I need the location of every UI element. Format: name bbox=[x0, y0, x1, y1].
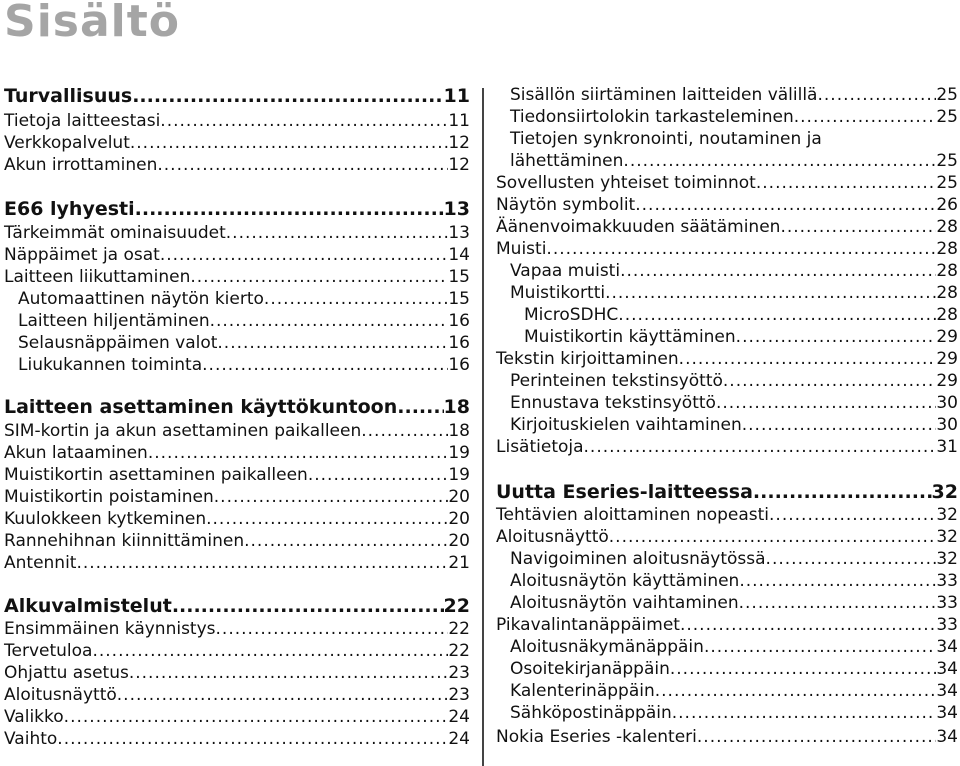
toc-page-number: 12 bbox=[448, 133, 470, 153]
toc-leader-dots bbox=[160, 244, 449, 266]
toc-entry-label: Lisätietoja bbox=[496, 437, 584, 457]
toc-entry-label: Tiedonsiirtolokin tarkasteleminen bbox=[510, 107, 794, 127]
toc-page-number: 26 bbox=[936, 195, 958, 215]
toc-entry-label: Näppäimet ja osat bbox=[4, 245, 160, 265]
toc-leader-dots bbox=[76, 552, 448, 574]
toc-entry-label: Äänenvoimakkuuden säätäminen bbox=[496, 217, 781, 237]
toc-page-number: 31 bbox=[936, 437, 958, 457]
toc-entry[interactable] bbox=[4, 508, 470, 530]
toc-leader-dots bbox=[697, 726, 936, 748]
toc-entry[interactable] bbox=[496, 636, 958, 658]
toc-page-number: 29 bbox=[936, 327, 958, 347]
toc-leader-dots bbox=[623, 150, 936, 172]
toc-entry[interactable] bbox=[496, 680, 958, 702]
toc-entry[interactable] bbox=[496, 260, 958, 282]
toc-leader-dots bbox=[670, 658, 936, 680]
toc-page-number: 18 bbox=[443, 396, 470, 418]
toc-entry-label: Muisti bbox=[496, 239, 547, 259]
toc-entry[interactable] bbox=[4, 662, 470, 684]
toc-entry[interactable] bbox=[4, 354, 470, 376]
toc-leader-dots bbox=[160, 110, 448, 132]
toc-entry[interactable] bbox=[4, 706, 470, 728]
toc-leader-dots bbox=[157, 154, 448, 176]
toc-entry[interactable] bbox=[496, 326, 958, 348]
toc-entry[interactable] bbox=[4, 310, 470, 332]
toc-entry[interactable] bbox=[4, 154, 470, 176]
toc-page-number: 25 bbox=[936, 151, 958, 171]
toc-leader-dots bbox=[609, 526, 937, 548]
toc-page-number: 30 bbox=[936, 415, 958, 435]
toc-entry-label: Ensimmäinen käynnistys bbox=[4, 619, 216, 639]
toc-leader-dots bbox=[716, 392, 936, 414]
toc-entry-label: Ennustava tekstinsyöttö bbox=[510, 393, 716, 413]
toc-entry[interactable] bbox=[496, 726, 958, 748]
toc-section-heading[interactable] bbox=[4, 396, 470, 418]
toc-leader-dots bbox=[190, 266, 448, 288]
toc-section-heading[interactable] bbox=[4, 595, 470, 617]
toc-leader-dots bbox=[132, 85, 443, 107]
toc-section-heading[interactable] bbox=[496, 481, 958, 503]
toc-page-number: 16 bbox=[448, 355, 470, 375]
toc-entry[interactable] bbox=[496, 128, 958, 150]
toc-entry[interactable] bbox=[496, 370, 958, 392]
toc-entry-label: Selausnäppäimen valot bbox=[18, 333, 218, 353]
toc-page-number: 28 bbox=[936, 217, 958, 237]
toc-entry[interactable] bbox=[4, 222, 470, 244]
toc-page-number: 22 bbox=[448, 619, 470, 639]
toc-page-number: 29 bbox=[936, 371, 958, 391]
toc-leader-dots bbox=[756, 172, 937, 194]
toc-page-number: 21 bbox=[448, 553, 470, 573]
toc-leader-dots bbox=[217, 332, 448, 354]
toc-entry-label: Tehtävien aloittaminen nopeasti bbox=[496, 505, 770, 525]
toc-entry[interactable] bbox=[496, 106, 958, 128]
toc-leader-dots bbox=[780, 216, 936, 238]
toc-entry[interactable] bbox=[4, 288, 470, 310]
toc-entry-label: Alkuvalmistelut bbox=[4, 595, 172, 617]
toc-leader-dots bbox=[148, 442, 449, 464]
toc-leader-dots bbox=[64, 706, 449, 728]
toc-page-number: 28 bbox=[936, 305, 958, 325]
toc-section-heading[interactable] bbox=[4, 198, 470, 220]
toc-entry-label: Kuulokkeen kytkeminen bbox=[4, 509, 207, 529]
toc-leader-dots bbox=[210, 310, 449, 332]
toc-entry-label: Akun lataaminen bbox=[4, 443, 148, 463]
toc-leader-dots bbox=[618, 304, 936, 326]
toc-page-number: 28 bbox=[936, 283, 958, 303]
toc-entry-label: Sisällön siirtäminen laitteiden välillä bbox=[510, 85, 818, 105]
toc-entry-label: Näytön symbolit bbox=[496, 195, 636, 215]
toc-page-number: 14 bbox=[448, 245, 470, 265]
toc-page-number: 33 bbox=[936, 571, 958, 591]
toc-entry-label: Rannehihnan kiinnittäminen bbox=[4, 531, 245, 551]
toc-leader-dots bbox=[361, 420, 448, 442]
toc-entry-label: MicroSDHC bbox=[524, 305, 619, 325]
toc-page-number: 11 bbox=[448, 111, 470, 131]
toc-entry[interactable] bbox=[4, 640, 470, 662]
toc-entry[interactable] bbox=[4, 110, 470, 132]
toc-page-number: 30 bbox=[936, 393, 958, 413]
toc-leader-dots bbox=[172, 595, 444, 617]
toc-entry[interactable] bbox=[496, 150, 958, 172]
toc-entry[interactable] bbox=[4, 530, 470, 552]
page-title: Sisältö bbox=[4, 0, 180, 47]
toc-entry[interactable] bbox=[496, 436, 958, 458]
toc-page-number: 19 bbox=[448, 465, 470, 485]
toc-entry-label: Antennit bbox=[4, 553, 77, 573]
toc-page-number: 25 bbox=[936, 173, 958, 193]
toc-entry-label: Aloitusnäyttö bbox=[496, 527, 609, 547]
toc-entry-label: Laitteen liikuttaminen bbox=[4, 267, 191, 287]
toc-leader-dots bbox=[723, 370, 936, 392]
toc-entry[interactable] bbox=[496, 84, 958, 106]
toc-entry-label: Aloitusnäytön käyttäminen bbox=[510, 571, 740, 591]
toc-page-number: 28 bbox=[936, 261, 958, 281]
toc-leader-dots bbox=[704, 636, 936, 658]
toc-leader-dots bbox=[769, 504, 936, 526]
toc-entry-label: Laitteen asettaminen käyttökuntoon bbox=[4, 396, 398, 418]
toc-leader-dots bbox=[635, 194, 936, 216]
toc-leader-dots bbox=[672, 702, 937, 724]
toc-entry-label: Liukukannen toiminta bbox=[18, 355, 203, 375]
toc-page-number: 23 bbox=[448, 685, 470, 705]
toc-page-number: 23 bbox=[448, 663, 470, 683]
toc-entry[interactable] bbox=[496, 348, 958, 370]
toc-entry-label: Kalenterinäppäin bbox=[510, 681, 655, 701]
toc-page-number: 24 bbox=[448, 707, 470, 727]
toc-entry[interactable] bbox=[4, 486, 470, 508]
toc-page-number: 28 bbox=[936, 239, 958, 259]
toc-entry-label: Valikko bbox=[4, 707, 64, 727]
toc-page-number: 34 bbox=[936, 703, 958, 723]
toc-page-number: 33 bbox=[936, 615, 958, 635]
toc-entry-label: Navigoiminen aloitusnäytössä bbox=[510, 549, 766, 569]
toc-entry[interactable] bbox=[496, 614, 958, 636]
toc-leader-dots bbox=[546, 238, 936, 260]
toc-leader-dots bbox=[264, 288, 448, 310]
toc-page-number: 16 bbox=[448, 333, 470, 353]
toc-entry[interactable] bbox=[496, 702, 958, 724]
toc-leader-dots bbox=[226, 222, 449, 244]
toc-entry[interactable] bbox=[496, 414, 958, 436]
toc-leader-dots bbox=[620, 260, 936, 282]
toc-entry[interactable] bbox=[4, 728, 470, 750]
toc-entry-label: Aloitusnäyttö bbox=[4, 685, 117, 705]
toc-page-number: 32 bbox=[936, 505, 958, 525]
toc-page-number: 13 bbox=[448, 223, 470, 243]
toc-leader-dots bbox=[206, 508, 448, 530]
toc-entry[interactable] bbox=[496, 658, 958, 680]
toc-entry-label: Muistikortti bbox=[510, 283, 606, 303]
toc-entry[interactable] bbox=[4, 684, 470, 706]
toc-leader-dots bbox=[753, 481, 932, 503]
toc-leader-dots bbox=[135, 198, 444, 220]
toc-entry-label: lähettäminen bbox=[510, 151, 624, 171]
toc-page-number: 19 bbox=[448, 443, 470, 463]
toc-page-number: 34 bbox=[936, 659, 958, 679]
toc-leader-dots bbox=[794, 106, 937, 128]
toc-entry[interactable] bbox=[4, 132, 470, 154]
toc-entry[interactable] bbox=[496, 592, 958, 614]
toc-entry[interactable] bbox=[496, 238, 958, 260]
toc-leader-dots bbox=[679, 348, 937, 370]
toc-entry-label: Akun irrottaminen bbox=[4, 155, 158, 175]
toc-entry[interactable] bbox=[4, 442, 470, 464]
toc-leader-dots bbox=[202, 354, 448, 376]
toc-entry-label: Automaattinen näytön kierto bbox=[18, 289, 264, 309]
toc-entry-label: Laitteen hiljentäminen bbox=[18, 311, 210, 331]
toc-leader-dots bbox=[308, 464, 449, 486]
toc-page-number: 34 bbox=[936, 681, 958, 701]
toc-entry-label: Uutta Eseries-laitteessa bbox=[496, 481, 753, 503]
toc-leader-dots bbox=[214, 486, 449, 508]
toc-leader-dots bbox=[766, 548, 937, 570]
toc-leader-dots bbox=[584, 436, 937, 458]
toc-page-number: 32 bbox=[936, 549, 958, 569]
toc-page-number: 11 bbox=[443, 85, 470, 107]
toc-entry-label: Muistikortin poistaminen bbox=[4, 487, 214, 507]
toc-entry-label: Perinteinen tekstinsyöttö bbox=[510, 371, 723, 391]
toc-entry[interactable] bbox=[4, 266, 470, 288]
toc-leader-dots bbox=[130, 132, 449, 154]
toc-page-number: 20 bbox=[448, 509, 470, 529]
toc-entry-label: Osoitekirjanäppäin bbox=[510, 659, 670, 679]
toc-page-number: 12 bbox=[448, 155, 470, 175]
toc-leader-dots bbox=[817, 84, 936, 106]
toc-page-number: 33 bbox=[936, 593, 958, 613]
toc-page-number: 18 bbox=[448, 421, 470, 441]
toc-leader-dots bbox=[605, 282, 936, 304]
toc-entry-label: SIM-kortin ja akun asettaminen paikalleen bbox=[4, 421, 362, 441]
toc-entry[interactable] bbox=[4, 618, 470, 640]
column-divider bbox=[482, 88, 484, 766]
toc-page-number: 25 bbox=[936, 85, 958, 105]
toc-entry-label: Pikavalintanäppäimet bbox=[496, 615, 680, 635]
toc-entry[interactable] bbox=[496, 172, 958, 194]
toc-entry-label: Turvallisuus bbox=[4, 85, 133, 107]
toc-leader-dots bbox=[739, 592, 937, 614]
toc-entry[interactable] bbox=[4, 420, 470, 442]
toc-page-number: 24 bbox=[448, 729, 470, 749]
toc-entry[interactable] bbox=[496, 570, 958, 592]
toc-page-number: 34 bbox=[936, 637, 958, 657]
toc-leader-dots bbox=[57, 728, 448, 750]
toc-page-number: 32 bbox=[936, 527, 958, 547]
toc-entry-label: Tietoja laitteestasi bbox=[4, 111, 161, 131]
toc-leader-dots bbox=[655, 680, 937, 702]
toc-entry-label: Tekstin kirjoittaminen bbox=[496, 349, 679, 369]
toc-entry-label: Vapaa muisti bbox=[510, 261, 621, 281]
toc-section-heading[interactable] bbox=[4, 85, 470, 107]
toc-entry[interactable] bbox=[496, 304, 958, 326]
toc-leader-dots bbox=[117, 684, 449, 706]
toc-entry[interactable] bbox=[496, 194, 958, 216]
toc-page-number: 15 bbox=[448, 267, 470, 287]
toc-entry-label: Muistikortin asettaminen paikalleen bbox=[4, 465, 308, 485]
toc-page-number: 22 bbox=[443, 595, 470, 617]
toc-entry-label: E66 lyhyesti bbox=[4, 198, 135, 220]
toc-entry-label: Sovellusten yhteiset toiminnot bbox=[496, 173, 756, 193]
toc-leader-dots bbox=[742, 414, 937, 436]
toc-entry[interactable] bbox=[496, 504, 958, 526]
toc-entry[interactable] bbox=[4, 332, 470, 354]
toc-page-number: 25 bbox=[936, 107, 958, 127]
toc-leader-dots bbox=[244, 530, 448, 552]
toc-entry[interactable] bbox=[496, 526, 958, 548]
toc-page-number: 34 bbox=[936, 727, 958, 747]
toc-entry-label: Verkkopalvelut bbox=[4, 133, 130, 153]
toc-leader-dots bbox=[92, 640, 448, 662]
toc-entry-label: Aloitusnäkymänäppäin bbox=[510, 637, 704, 657]
toc-leader-dots bbox=[736, 326, 937, 348]
toc-entry-label: Kirjoituskielen vaihtaminen bbox=[510, 415, 742, 435]
toc-page-number: 29 bbox=[936, 349, 958, 369]
toc-page-number: 20 bbox=[448, 487, 470, 507]
toc-entry-label: Muistikortin käyttäminen bbox=[524, 327, 736, 347]
toc-leader-dots bbox=[216, 618, 449, 640]
toc-page-number: 15 bbox=[448, 289, 470, 309]
toc-leader-dots bbox=[129, 662, 449, 684]
toc-entry-label: Vaihto bbox=[4, 729, 58, 749]
toc-page-number: 20 bbox=[448, 531, 470, 551]
toc-page-number: 16 bbox=[448, 311, 470, 331]
toc-page-number: 22 bbox=[448, 641, 470, 661]
toc-leader-dots bbox=[397, 396, 443, 418]
toc-entry[interactable] bbox=[496, 282, 958, 304]
toc-entry-label: Tervetuloa bbox=[4, 641, 93, 661]
toc-leader-dots bbox=[739, 570, 936, 592]
toc-entry-label: Aloitusnäytön vaihtaminen bbox=[510, 593, 739, 613]
toc-entry[interactable] bbox=[4, 552, 470, 574]
toc-entry[interactable] bbox=[496, 548, 958, 570]
toc-page-number: 13 bbox=[443, 198, 470, 220]
toc-entry[interactable] bbox=[496, 392, 958, 414]
toc-entry-label: Ohjattu asetus bbox=[4, 663, 129, 683]
toc-leader-dots bbox=[680, 614, 936, 636]
toc-entry-label: Tärkeimmät ominaisuudet bbox=[4, 223, 226, 243]
toc-entry[interactable] bbox=[4, 244, 470, 266]
toc-entry[interactable] bbox=[4, 464, 470, 486]
toc-entry-label: Tietojen synkronointi, noutaminen ja bbox=[510, 129, 822, 149]
toc-entry[interactable] bbox=[496, 216, 958, 238]
toc-entry-label: Nokia Eseries -kalenteri bbox=[496, 727, 697, 747]
toc-page-number: 32 bbox=[931, 481, 958, 503]
toc-entry-label: Sähköpostinäppäin bbox=[510, 703, 672, 723]
